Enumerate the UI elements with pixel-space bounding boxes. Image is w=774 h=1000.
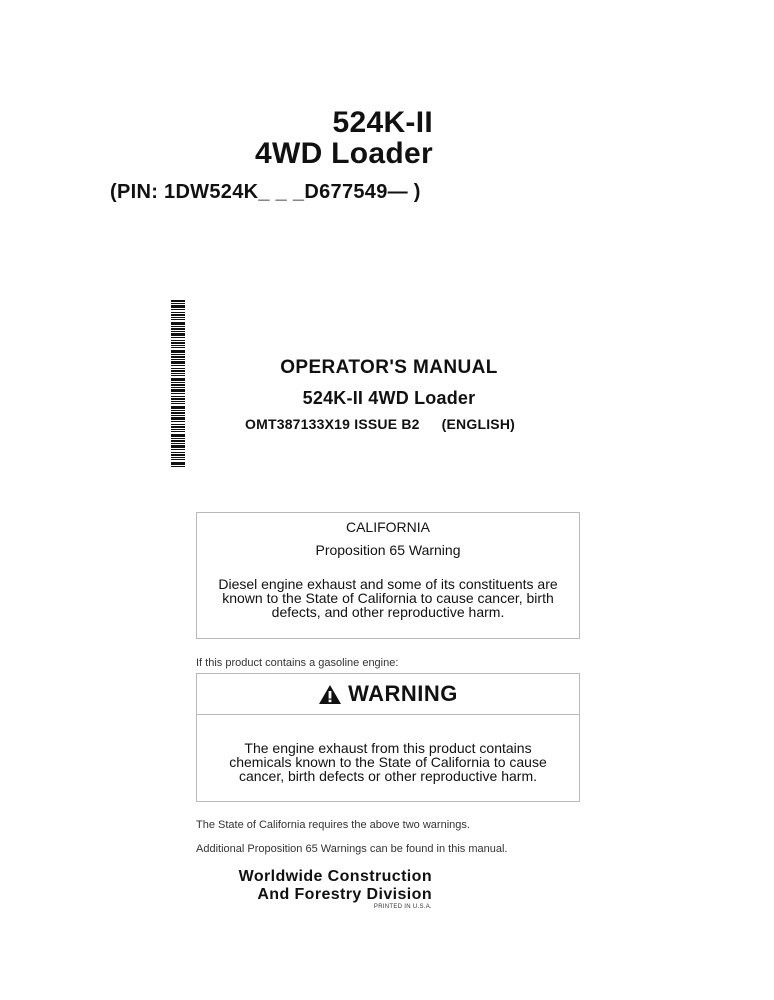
pin-range: (PIN: 1DW524K_ _ _D677549— ) [110,181,421,203]
manual-type: OPERATOR'S MANUAL [280,357,498,378]
gasoline-note: If this product contains a gasoline engine: [196,657,399,669]
manual-subtitle: 524K-II 4WD Loader [302,388,476,408]
manual-language: (ENGLISH) [441,416,515,432]
state-requirement-note: The State of California requires the above two warnings. [196,819,470,831]
machine-title: 4WD Loader [254,137,433,170]
california-prop65-box [196,512,580,639]
prop65-subheading: Proposition 65 Warning [315,542,461,558]
division-line-1: Worldwide Construction [238,868,432,885]
manual-code-line [245,416,515,432]
manual-code: OMT387133X19 [245,416,351,432]
gasoline-warning-text: The engine exhaust from this product contains chemicals known to the State of California to cause cancer, birth defects or other reproductive harm. [229,740,547,784]
vertical-barcode [171,300,185,468]
printed-in-usa: PRINTED IN U.S.A. [373,904,432,910]
warning-title: WARNING [348,681,458,706]
division-line-2: And Forestry Division [257,886,432,903]
california-heading: CALIFORNIA [345,519,430,535]
warning-triangle-icon [318,684,342,705]
additional-warnings-note: Additional Proposition 65 Warnings can be found in this manual. [196,843,508,855]
model-title: 524K-II [332,106,433,139]
manual-issue: ISSUE B2 [354,416,420,432]
warning-header [196,673,580,715]
diesel-warning-text: Diesel engine exhaust and some of its constituents are known to the State of California to cause cancer, birth defects, and other reproductive harm. [218,576,558,620]
warning-body-box [196,714,580,802]
